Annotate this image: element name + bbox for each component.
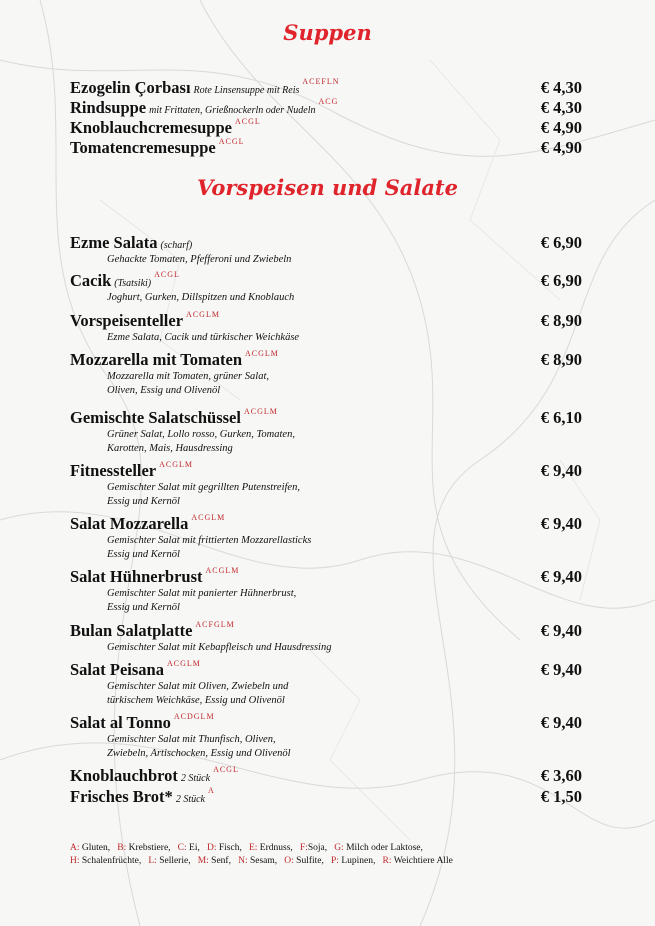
legend-value: Erdnuss, <box>259 843 293 853</box>
item-price: € 8,90 <box>540 311 582 330</box>
legend-value: Gluten, <box>81 843 111 853</box>
legend-key: P: <box>331 856 339 866</box>
legend-key: L: <box>148 856 157 866</box>
menu-item <box>70 233 582 267</box>
menu-item <box>70 311 582 345</box>
item-description: Gemischter Salat mit Kebapfleisch und Hausdressing <box>107 642 332 653</box>
menu-item <box>70 118 582 138</box>
item-name: Tomatencremesuppe <box>70 138 216 157</box>
menu-item <box>70 766 582 786</box>
item-description: Grüner Salat, Lollo rosso, Gurken, Tomaten, <box>107 429 295 440</box>
allergen-codes: ACGLM <box>191 513 226 522</box>
legend-key: A: <box>70 843 80 853</box>
item-name: Gemischte Salatschüssel <box>70 408 241 427</box>
allergen-codes: A <box>207 786 215 795</box>
item-note: mit Frittaten, Grießnockerln oder Nudeln <box>149 105 316 116</box>
item-name: Knoblauchbrot <box>70 766 178 785</box>
legend-key: N: <box>238 856 248 866</box>
item-price: € 9,40 <box>540 514 582 533</box>
legend-value: Weichtiere Alle <box>393 856 453 866</box>
menu-item <box>70 138 582 158</box>
item-price: € 9,40 <box>540 461 582 480</box>
item-description: Gemischter Salat mit Thunfisch, Oliven, <box>107 734 276 745</box>
menu-item <box>70 350 582 398</box>
item-name: Mozzarella mit Tomaten <box>70 350 242 369</box>
legend-value: Lupinen, <box>341 856 376 866</box>
allergen-codes: ACGLM <box>243 407 278 416</box>
allergen-codes: ACGL <box>154 270 180 279</box>
menu-item <box>70 787 582 807</box>
item-description: Essig und Kernöl <box>107 496 180 507</box>
menu-item <box>70 514 582 562</box>
section-title-suppen: Suppen <box>283 20 372 45</box>
item-price: € 4,90 <box>540 138 582 157</box>
allergen-codes: ACGLM <box>186 310 220 319</box>
allergen-codes: ACGLM <box>245 349 279 358</box>
menu-item <box>70 408 582 456</box>
item-description: Oliven, Essig und Olivenöl <box>107 385 221 396</box>
legend-key: H: <box>70 856 80 866</box>
allergen-codes: ACGLM <box>159 460 194 469</box>
menu-item <box>70 461 582 509</box>
allergen-codes: ACGL <box>218 137 245 146</box>
legend-value: Sesam, <box>249 856 278 866</box>
legend-key: C: <box>177 843 187 853</box>
legend-value: Schalenfrüchte, <box>81 856 142 866</box>
item-description: Gemischter Salat mit gegrillten Putenstreifen, <box>107 482 300 493</box>
item-description: Ezme Salata, Cacik und türkischer Weichkäse <box>107 332 300 343</box>
legend-value: Senf, <box>211 856 231 866</box>
item-name: Vorspeisenteller <box>70 311 184 330</box>
item-name: Cacik <box>70 271 112 290</box>
item-name: Salat Peisana <box>70 660 164 679</box>
legend-key: O: <box>284 856 294 866</box>
item-name: Salat al Tonno <box>70 713 171 732</box>
menu-item <box>70 660 582 708</box>
item-description: Joghurt, Gurken, Dillspitzen und Knoblauch <box>107 292 295 303</box>
item-note: 2 Stück <box>175 794 205 805</box>
item-price: € 9,40 <box>540 660 582 679</box>
legend-key: E: <box>248 843 258 853</box>
item-description: türkischem Weichkäse, Essig und Olivenöl <box>107 695 285 706</box>
item-description: Mozzarella mit Tomaten, grüner Salat, <box>107 371 269 382</box>
allergen-codes: ACDGLM <box>173 712 215 721</box>
item-price: € 6,90 <box>540 271 582 290</box>
item-description: Gehackte Tomaten, Pfefferoni und Zwiebeln <box>107 254 292 265</box>
item-description: Gemischter Salat mit panierter Hühnerbrust, <box>107 588 297 599</box>
item-name: Ezme Salata <box>70 233 158 252</box>
item-price: € 9,40 <box>540 621 582 640</box>
item-note: 2 Stück <box>180 773 211 784</box>
item-price: € 4,30 <box>540 78 582 97</box>
legend-value: Krebstiere, <box>128 843 171 853</box>
allergen-codes: ACGLM <box>166 659 201 668</box>
legend-value: Fisch, <box>218 843 242 853</box>
allergen-codes: ACGLM <box>205 566 240 575</box>
legend-key: G: <box>334 843 344 853</box>
menu-item <box>70 621 582 655</box>
allergen-codes: ACFGLM <box>195 620 235 629</box>
legend-key: R: <box>382 856 392 866</box>
item-price: € 6,10 <box>540 408 582 427</box>
item-price: € 4,30 <box>540 98 582 117</box>
allergen-legend <box>70 842 460 868</box>
item-description: Essig und Kernöl <box>107 602 180 613</box>
menu-item <box>70 98 582 118</box>
item-price: € 1,50 <box>540 787 582 806</box>
menu-item <box>70 567 582 615</box>
legend-value: Milch oder Laktose, <box>346 843 423 853</box>
item-price: € 8,90 <box>540 350 582 369</box>
section-title-vorspeisen: Vorspeisen und Salate <box>197 175 458 200</box>
allergen-codes: ACG <box>318 97 339 106</box>
legend-value: Ei, <box>189 843 200 853</box>
item-description: Gemischter Salat mit frittierten Mozzarellasticks <box>107 535 312 546</box>
item-name: Rindsuppe <box>70 98 147 117</box>
item-name: Frisches Brot* <box>70 787 173 806</box>
item-name: Salat Mozzarella <box>70 514 189 533</box>
item-name: Ezogelin Çorbası <box>70 78 191 97</box>
item-description: Gemischter Salat mit Oliven, Zwiebeln und <box>107 681 289 692</box>
item-name: Knoblauchcremesuppe <box>70 118 232 137</box>
item-description: Karotten, Mais, Hausdressing <box>107 443 233 454</box>
allergen-codes: ACEFLN <box>302 77 340 86</box>
legend-value: Sulfite, <box>296 856 324 866</box>
item-name: Salat Hühnerbrust <box>70 567 203 586</box>
item-price: € 6,90 <box>540 233 582 252</box>
legend-key: D: <box>206 843 217 853</box>
item-price: € 4,90 <box>540 118 582 137</box>
item-note: (Tsatsiki) <box>114 278 152 289</box>
legend-value: Soja, <box>307 843 328 853</box>
legend-key: M: <box>197 856 209 866</box>
allergen-codes: ACGL <box>213 765 239 774</box>
legend-key: F: <box>299 843 308 853</box>
item-name: Fitnessteller <box>70 461 157 480</box>
item-note: Rote Linsensuppe mit Reis <box>193 85 300 96</box>
item-name: Bulan Salatplatte <box>70 621 193 640</box>
item-description: Essig und Kernöl <box>107 549 180 560</box>
item-description: Zwiebeln, Artischocken, Essig und Olivenöl <box>107 748 291 759</box>
item-price: € 9,40 <box>540 567 582 586</box>
item-price: € 9,40 <box>540 713 582 732</box>
allergen-codes: ACGL <box>234 117 261 126</box>
menu-item <box>70 271 582 305</box>
item-note: (scharf) <box>160 240 193 251</box>
item-price: € 3,60 <box>540 766 582 785</box>
menu-item <box>70 713 582 761</box>
legend-value: Sellerie, <box>159 856 191 866</box>
legend-key: B: <box>117 843 127 853</box>
menu-item <box>70 78 582 98</box>
